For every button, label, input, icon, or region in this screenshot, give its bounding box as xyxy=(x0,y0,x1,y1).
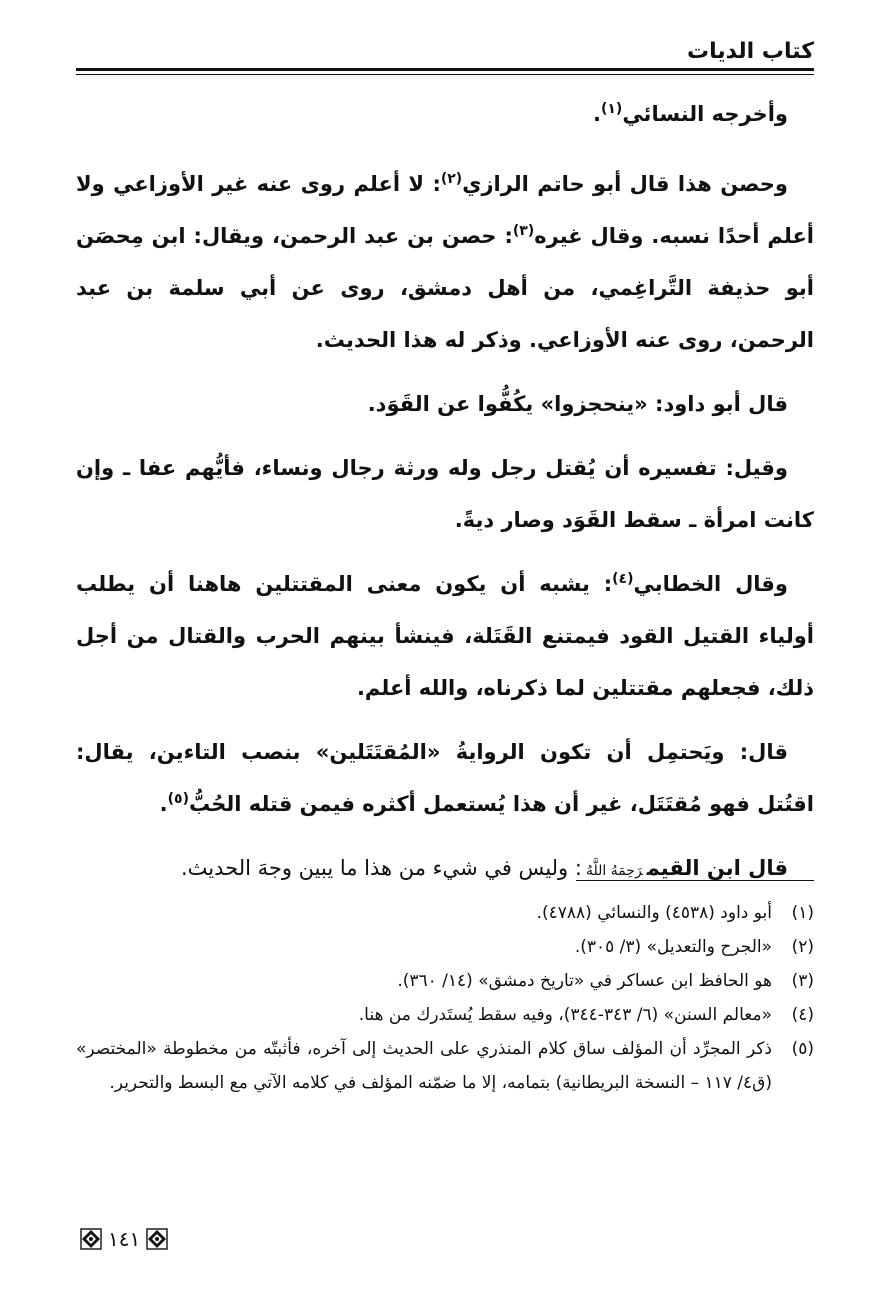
paragraph-6 xyxy=(76,726,814,830)
paragraph-7-lead: قال ابن القيم xyxy=(646,856,788,880)
header-rule-thin xyxy=(76,74,814,75)
footnote-3 xyxy=(76,964,814,998)
running-header xyxy=(76,38,814,72)
paragraph-1-end: . xyxy=(592,102,601,126)
footnote-5 xyxy=(76,1032,814,1100)
decorative-ornament-icon xyxy=(146,1228,168,1250)
paragraph-6-end: . xyxy=(159,792,168,816)
footnote-4-text: «معالم السنن» (٦/ ٣٤٣-٣٤٤)، وفيه سقط يُستَدرك من هنا. xyxy=(358,1005,772,1025)
paragraph-4 xyxy=(76,442,814,546)
footnote-ref-5[interactable]: (٥) xyxy=(167,791,189,807)
paragraph-6-text: قال: ويَحتمِل أن تكون الروايةُ «المُقتَتَلين» بنصب التاءين، يقال: اقتُتل فهو مُقتَتَل، غير أن هذا يُستعمل أكثره فيمن قتله الحُبُّ xyxy=(76,740,814,816)
footnote-ref-2[interactable]: (٢) xyxy=(440,171,463,187)
footnote-separator xyxy=(576,880,814,881)
header-rule-thick xyxy=(76,68,814,71)
footnote-3-text: هو الحافظ ابن عساكر في «تاريخ دمشق» (١٤/ ٣٦٠). xyxy=(397,971,772,991)
footnote-2-number: (٢) xyxy=(791,937,814,957)
footnote-1-number: (١) xyxy=(791,903,814,923)
paragraph-3 xyxy=(76,378,814,430)
footnote-4 xyxy=(76,998,814,1032)
paragraph-7-rest: : وليس في شيء من هذا ما يبين وجهَ الحديث. xyxy=(180,856,582,880)
footnote-3-number: (٣) xyxy=(791,971,814,991)
footnote-ref-4[interactable]: (٤) xyxy=(612,571,634,587)
paragraph-2 xyxy=(76,158,814,366)
page-header-title: كتاب الديات xyxy=(687,39,814,64)
footnote-ref-3[interactable]: (٣) xyxy=(512,223,535,239)
paragraph-7 xyxy=(76,842,814,897)
paragraph-1-text: وأخرجه النسائي xyxy=(622,102,788,126)
decorative-ornament-icon xyxy=(80,1228,102,1250)
paragraph-2-part-3: : حصن بن عبد الرحمن، ويقال: ابن مِحصَن أبو حذيفة التَّراغِمي، من أهل دمشق، روى عن أبي سلمة بن عبد الرحمن، روى عنه الأوزاعي. وذكر له هذا الحديث. xyxy=(76,224,814,352)
paragraph-5-part-2: : يشبه أن يكون معنى المقتتلين هاهنا أن يطلب أولياء القتيل القود فيمتنع القَتَلة، فينشأ بينهم الحرب والقتال من أجل ذلك، فجعلهم مقتتلين لما ذكرناه، والله أعلم. xyxy=(76,572,814,700)
footnote-ref-1[interactable]: (١) xyxy=(600,101,623,117)
footnote-1 xyxy=(76,896,814,930)
footnote-2-text: «الجرح والتعديل» (٣/ ٣٠٥). xyxy=(574,937,772,957)
page-number: ١٤١ xyxy=(108,1227,141,1251)
paragraph-3-text: قال أبو داود: «ينحجزوا» يكُفُّوا عن القَوَد. xyxy=(367,392,788,416)
page-number-block xyxy=(80,1224,168,1254)
paragraph-2-part-2: : لا أعلم روى عنه غير الأوزاعي ولا أعلم أحدًا نسبه. وقال غيره xyxy=(76,172,814,248)
footnote-1-text: أبو داود (٤٥٣٨) والنسائي (٤٧٨٨). xyxy=(536,903,772,923)
paragraph-4-text: وقيل: تفسيره أن يُقتل رجل وله ورثة رجال ونساء، فأيُّهم عفا ـ وإن كانت امرأة ـ سقط القَوَد وصار ديةً. xyxy=(76,456,814,532)
footnote-2 xyxy=(76,930,814,964)
footnote-5-text: ذكر المجرِّد أن المؤلف ساق كلام المنذري على الحديث إلى آخره، فأثبتّه من مخطوطة «المختصر» (ق٤/ ١١٧ – النسخة البريطانية) بتمامه، إلا ما ضمّنه المؤلف في كلامه الآتي مع البسط والتحرير. xyxy=(76,1039,772,1093)
footnote-5-number: (٥) xyxy=(791,1039,814,1059)
paragraph-1 xyxy=(76,88,814,140)
honorific-phrase: رَحِمَهُ اللَّهُ xyxy=(585,863,643,879)
paragraph-5-part-1: وقال الخطابي xyxy=(633,572,788,596)
main-text xyxy=(76,88,814,909)
paragraph-2-part-1: وحصن هذا قال أبو حاتم الرازي xyxy=(462,172,788,196)
footnotes xyxy=(76,896,814,1100)
paragraph-5 xyxy=(76,558,814,714)
footnote-4-number: (٤) xyxy=(791,1005,814,1025)
